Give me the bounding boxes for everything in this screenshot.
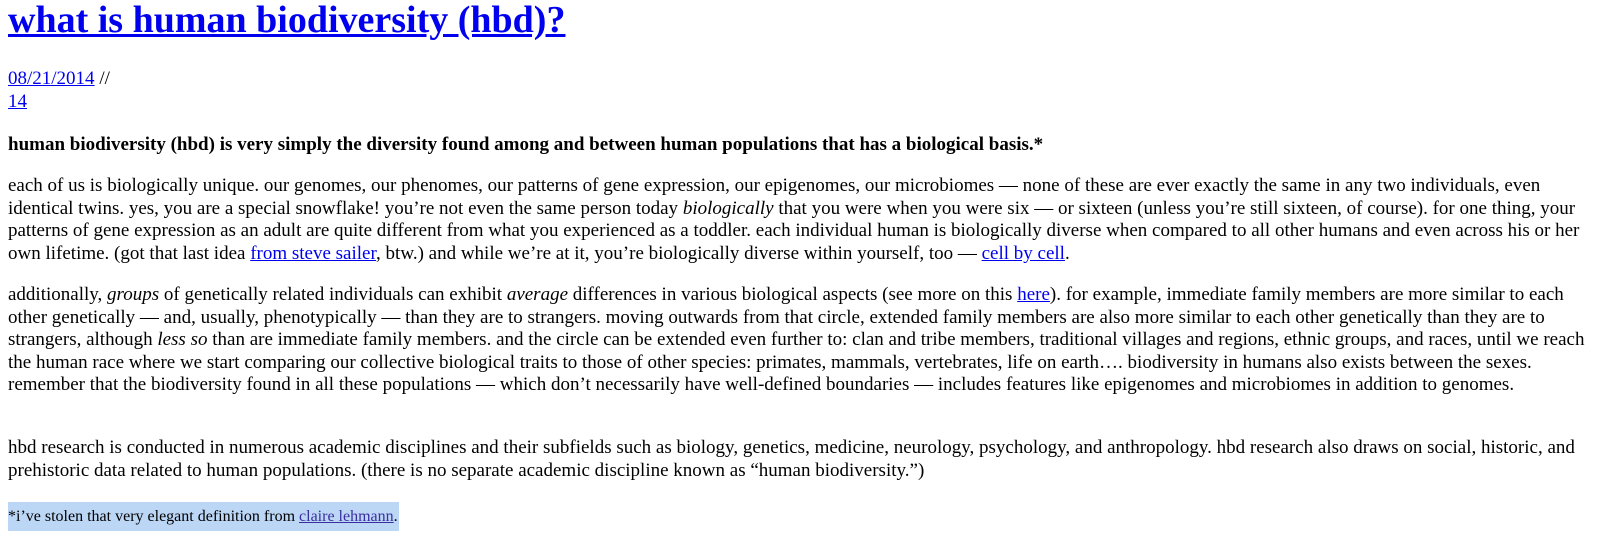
p2-text-4: ). for example, immediate family members are more similar to each other genetically — and, usually, phenotypically — than they are to strangers. moving outwards from that circle, extended family members are also more similar to each other genetically than they are to strangers, although bbox=[8, 284, 1564, 351]
post-date-link[interactable]: 08/21/2014 bbox=[8, 68, 95, 89]
p2-emphasis-average: average bbox=[506, 284, 569, 305]
link-claire-lehmann[interactable]: claire lehmann bbox=[299, 508, 394, 525]
paragraph-2 bbox=[8, 284, 1593, 397]
comments-count-link[interactable]: 14 bbox=[8, 91, 27, 112]
p2-text-5: than are immediate family members. and the circle can be extended even further to: clan and tribe members, traditional villages and regions, ethnic groups, and races, until we reach the human race where we start comparing our collective biological traits to those of other species: primates, mammals, vertebrates, life on earth…. biodiversity in humans also exists between the sexes. remember that the biodiversity found in all these populations — which don’t necessarily have well-defined boundaries — includes features like epigenomes and microbiomes in addition to genomes. bbox=[8, 329, 1585, 396]
footnote-end: . bbox=[393, 508, 398, 525]
link-cell-by-cell[interactable]: cell by cell bbox=[981, 242, 1065, 264]
p1-text-4: . bbox=[1064, 242, 1070, 264]
lead-definition: human biodiversity (hbd) is very simply the diversity found among and between human populations that has a biological basis.* bbox=[8, 134, 1044, 155]
footnote-text: *i’ve stolen that very elegant definition from bbox=[8, 508, 300, 525]
p2-emphasis-less-so: less so bbox=[157, 329, 208, 351]
paragraph-3: hbd research is conducted in numerous academic disciplines and their subfields such as biology, genetics, medicine, neurology, psychology, and anthropology. hbd research also draws on social, historic, and prehistoric data related to human populations. (there is no separate academic discipline known as “human biodiversity.”) bbox=[8, 437, 1575, 481]
p2-text-1: additionally, bbox=[8, 284, 108, 305]
post-meta bbox=[8, 67, 110, 113]
title-link[interactable]: what is human biodiversity (hbd)? bbox=[8, 0, 566, 41]
footnote-highlighted bbox=[8, 502, 399, 531]
p1-text-1: each of us is biologically unique. our genomes, our phenomes, our patterns of gene expression, our epigenomes, our microbiomes — none of these are ever exactly the same in any two individuals, even identical twins. yes, you are a special snowflake! you’re not even the same person today bbox=[8, 175, 1541, 219]
meta-separator: // bbox=[94, 68, 110, 89]
link-here[interactable]: here bbox=[1017, 284, 1050, 305]
p1-text-3: , btw.) and while we’re at it, you’re biologically diverse within yourself, too — bbox=[376, 242, 982, 264]
p1-emphasis-biologically: biologically bbox=[682, 197, 774, 219]
p1-text-2: that you were when you were six — or sixteen (unless you’re still sixteen, of course). for one thing, your patterns of gene expression as an adult are quite different from what you experienced as a toddler. each individual human is biologically diverse when compared to all other humans and even across his or her own lifetime. (got that last idea bbox=[8, 197, 1580, 264]
p2-text-2: of genetically related individuals can exhibit bbox=[159, 284, 507, 305]
p2-emphasis-groups: groups bbox=[107, 284, 160, 305]
p2-text-3: differences in various biological aspects (see more on this bbox=[568, 284, 1018, 305]
link-steve-sailer[interactable]: from steve sailer bbox=[250, 242, 377, 264]
page-title bbox=[8, 0, 565, 40]
paragraph-1 bbox=[8, 175, 1593, 265]
